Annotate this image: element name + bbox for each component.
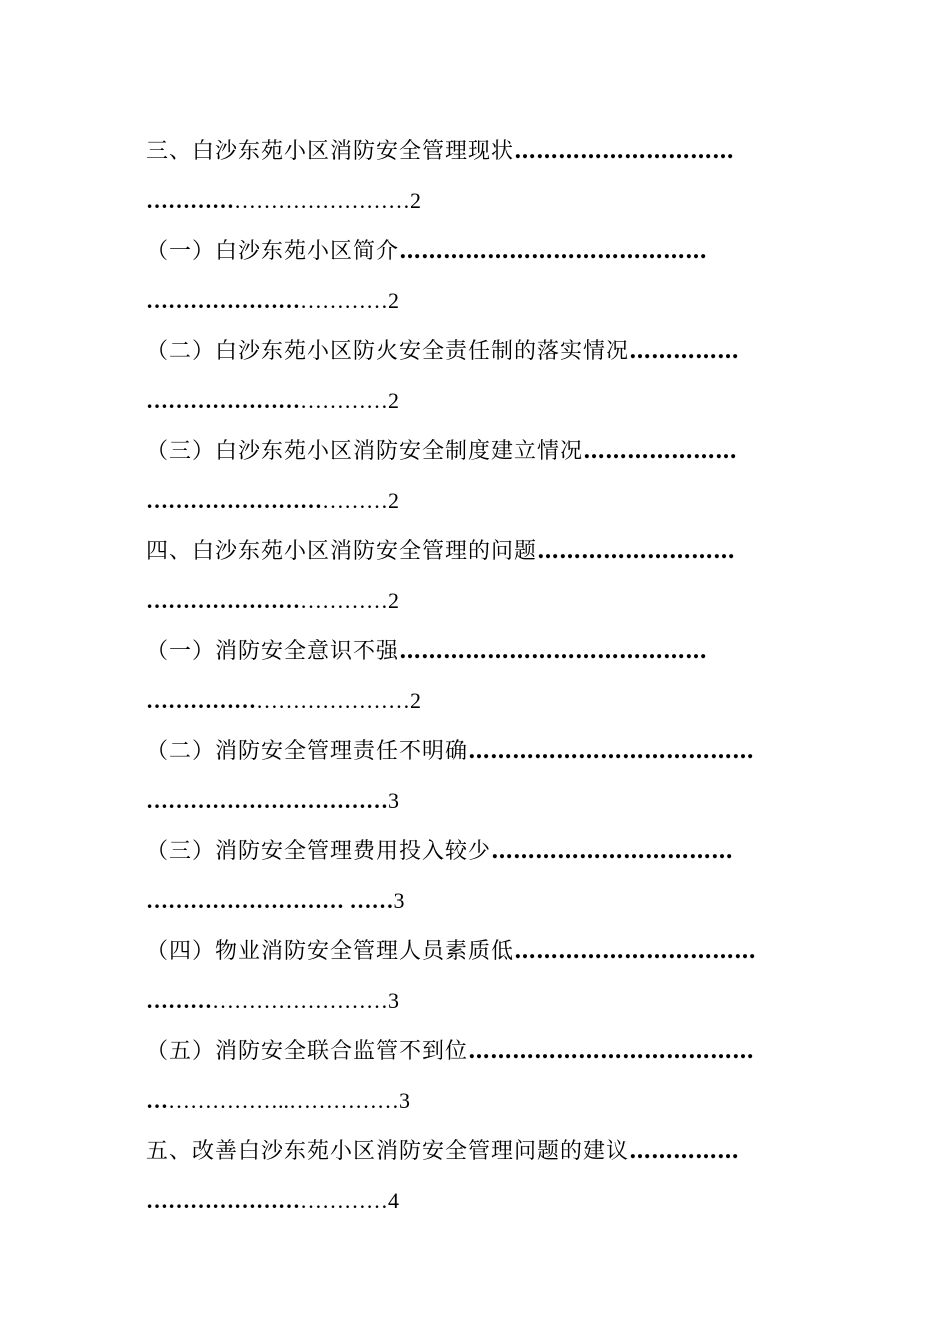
toc-page-number: 3: [388, 988, 399, 1013]
toc-entry-line1: [146, 1026, 808, 1076]
toc-leader-dots: ……………: [629, 338, 740, 364]
toc-leader-dots: ……………: [629, 1138, 740, 1164]
toc-leader-dots: …………: [300, 288, 388, 313]
toc-leader-dots: …………: [146, 188, 234, 213]
toc-entry-title: 四、白沙东苑小区消防安全管理的问题: [146, 539, 538, 564]
toc-leader-dots: ……………………………: [491, 838, 734, 864]
toc-entry-title: （二）消防安全管理责任不明确: [146, 739, 469, 764]
toc-leader-dots: …………: [300, 388, 388, 413]
toc-leader-dots: ……………………… ……: [146, 888, 394, 913]
toc-leader-dots: ……………..……………: [168, 1088, 399, 1113]
toc-page-number: 2: [410, 188, 421, 213]
toc-entry-line2: [146, 676, 808, 726]
toc-entry-title: （四）物业消防安全管理人员素质低: [146, 939, 515, 964]
toc-entry[interactable]: [146, 426, 808, 526]
toc-leader-dots: ………: [322, 488, 388, 513]
toc-page-number: 2: [388, 588, 399, 613]
toc-entry[interactable]: [146, 826, 808, 926]
toc-entry-line1: [146, 426, 808, 476]
toc-leader-dots: ……………………………………: [399, 238, 708, 264]
toc-entry[interactable]: [146, 526, 808, 626]
toc-entry-line2: [146, 576, 808, 626]
toc-entry-line2: [146, 976, 808, 1026]
toc-page-number: 3: [399, 1088, 410, 1113]
toc-leader-dots: ……………………: [234, 188, 410, 213]
toc-leader-dots: ……………: [146, 688, 256, 713]
toc-entry-title: （三）消防安全管理费用投入较少: [146, 839, 492, 864]
toc-entry-line2: [146, 776, 808, 826]
toc-page-number: 2: [388, 288, 399, 313]
toc-entry-line1: [146, 226, 808, 276]
toc-leader-dots: ……………………: [146, 488, 322, 513]
toc-entry-line2: [146, 876, 808, 926]
toc-entry-line1: [146, 726, 808, 776]
table-of-contents: [146, 126, 808, 1226]
toc-entry-line1: [146, 626, 808, 676]
toc-leader-dots: ……………………: [212, 988, 388, 1013]
toc-leader-dots: …………………: [583, 438, 738, 464]
toc-entry-title: （三）白沙东苑小区消防安全制度建立情况: [146, 439, 584, 464]
toc-entry-line1: [146, 326, 808, 376]
toc-leader-dots: ……………………………………: [399, 638, 708, 664]
toc-leader-dots: ………: [146, 988, 212, 1013]
toc-page-number: 3: [393, 888, 405, 913]
toc-leader-dots: …………………: [146, 388, 300, 413]
toc-leader-dots: …………………: [146, 588, 300, 613]
toc-entry-line2: [146, 1176, 808, 1226]
toc-leader-dots: …………………………………: [468, 738, 755, 764]
toc-entry-line1: [146, 126, 808, 176]
toc-leader-dots: …………: [300, 588, 388, 613]
toc-entry-title: 三、白沙东苑小区消防安全管理现状: [146, 139, 515, 164]
toc-entry-line2: [146, 376, 808, 426]
toc-entry-line1: [146, 526, 808, 576]
toc-leader-dots: ……………………………: [146, 788, 388, 813]
toc-entry[interactable]: [146, 126, 808, 226]
toc-entry[interactable]: [146, 626, 808, 726]
toc-page-number: 4: [388, 1188, 399, 1213]
toc-entry-title: （五）消防安全联合监管不到位: [146, 1039, 469, 1064]
toc-leader-dots: …………………: [146, 1188, 300, 1213]
toc-leader-dots: …………………………………: [468, 1038, 755, 1064]
toc-leader-dots: ……………………………: [514, 938, 757, 964]
toc-entry[interactable]: [146, 926, 808, 1026]
toc-entry[interactable]: [146, 1126, 808, 1226]
toc-entry[interactable]: [146, 226, 808, 326]
toc-page-number: 2: [388, 488, 399, 513]
toc-page-number: 2: [388, 388, 399, 413]
toc-entry-title: 五、改善白沙东苑小区消防安全管理问题的建议: [146, 1139, 630, 1164]
toc-page-number: 2: [410, 688, 421, 713]
toc-entry-line2: [146, 276, 808, 326]
toc-page-number: 3: [388, 788, 399, 813]
toc-entry-line1: [146, 826, 808, 876]
toc-entry[interactable]: [146, 726, 808, 826]
toc-entry-line2: [146, 1076, 808, 1126]
toc-leader-dots: ………………………: [537, 538, 736, 564]
toc-entry-line2: [146, 476, 808, 526]
toc-leader-dots: …: [146, 1088, 168, 1113]
toc-entry[interactable]: [146, 1026, 808, 1126]
toc-entry-line2: [146, 176, 808, 226]
toc-entry-line1: [146, 926, 808, 976]
toc-leader-dots: …………………: [146, 288, 300, 313]
toc-entry-title: （一）消防安全意识不强: [146, 639, 400, 664]
toc-leader-dots: …………………: [256, 688, 410, 713]
toc-leader-dots: …………………………: [514, 138, 735, 164]
toc-entry-title: （一）白沙东苑小区简介: [146, 239, 400, 264]
toc-entry-line1: [146, 1126, 808, 1176]
toc-leader-dots: …………: [300, 1188, 388, 1213]
toc-entry[interactable]: [146, 326, 808, 426]
toc-entry-title: （二）白沙东苑小区防火安全责任制的落实情况: [146, 339, 630, 364]
